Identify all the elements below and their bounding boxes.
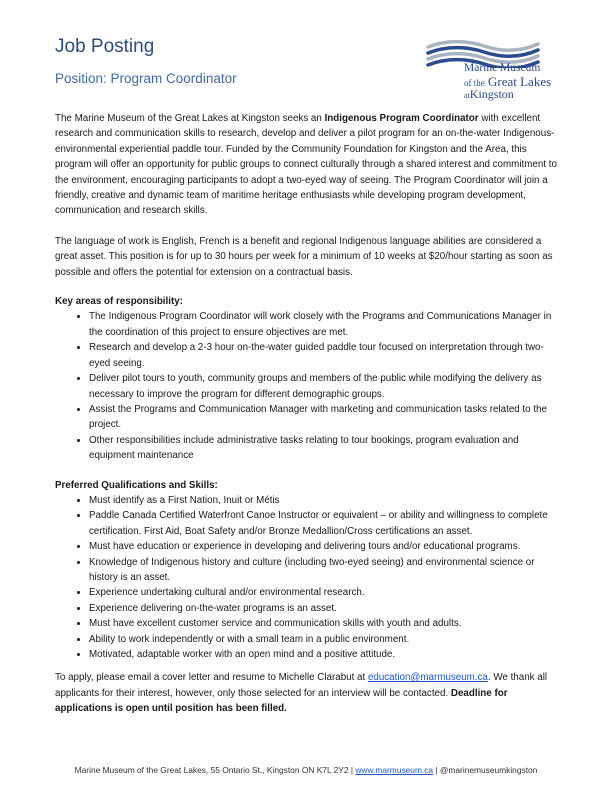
email-link[interactable]: education@marmuseum.ca (367, 672, 488, 684)
list-item: • Paddle Canada Certified Waterfront Canoe Instructor or equivalent – or ability and willingness to complete certification. First Aid, Boat Safety and/or Bronze Medallion/Cross certifications an asset. (89, 508, 560, 539)
list-item: • Must have excellent customer service and communication skills with youth and adults. (89, 616, 560, 631)
footer-address: Marine Museum of the Great Lakes, 55 Ontario St., Kingston ON K7L 2Y2 | (74, 765, 356, 775)
position-subtitle: Position: Program Coordinator (55, 71, 237, 86)
responsibilities-list (55, 309, 560, 463)
intro-text-2: with excellent research and communication skills to research, develop and deliver a pilot program for an on-the-water Indigenous-environmental experiential paddle tour. Funded by the Community Foundation for Kingston and the Area, this program will offer an opportunity for public groups to connect culturally through a shared interest and commitment to the environment, encouraging participants to adopt a two-eyed way of seeing. The Program Coordinator will join a friendly, creative and dynamic team of maritime heritage enthusiasts while developing program development, communication and research skills. (55, 113, 557, 217)
posting-body (55, 111, 560, 717)
apply-paragraph (55, 670, 560, 716)
responsibilities-heading: Key areas of responsibility: (55, 296, 183, 308)
apply-text-1: To apply, please email a cover letter and resume to Michelle Clarabut at (55, 672, 368, 684)
logo-line-3 (464, 88, 564, 100)
list-item: • Motivated, adaptable worker with an open mind and a positive attitude. (89, 647, 560, 662)
apply-text-2: . We thank all applicants for their interest, however, only those selected for an interview will be contacted. (55, 672, 548, 699)
logo-line-2-main: Great Lakes (488, 73, 552, 89)
list-item: • The Indigenous Program Coordinator will work closely with the Programs and Communications Manager in the coordination of this project to ensure objectives are met. (89, 309, 560, 340)
language-paragraph: The language of work is English, French is a benefit and regional Indigenous language abilities are considered a great asset. This position is for up to 30 hours per week for a minimum of 10 weeks at $20/hour starting as soon as possible and offers the potential for extension on a contractual basis. (55, 235, 553, 278)
page-title: Job Posting (55, 36, 155, 57)
deadline-note: Deadline for applications is open until position has been filled. (55, 687, 508, 715)
list-item: • Experience undertaking cultural and/or environmental research. (89, 585, 560, 600)
page-footer (0, 765, 612, 775)
list-item: • Other responsibilities include administrative tasks relating to tour bookings, program evaluation and equipment maintenance (89, 433, 560, 464)
website-link[interactable]: www.marmuseum.ca (355, 765, 434, 775)
intro-text-1: The Marine Museum of the Great Lakes at Kingston seeks an (55, 113, 325, 124)
qualifications-list (55, 493, 560, 662)
logo-line-3-main: Kingston (469, 86, 514, 101)
intro-position-name: Indigenous Program Coordinator (324, 113, 479, 124)
intro-paragraph (55, 111, 560, 219)
list-item: • Deliver pilot tours to youth, community groups and members of the public while modifying the delivery as necessary to improve the program for different demographic groups. (89, 371, 560, 402)
list-item: • Must identify as a First Nation, Inuit or Métis (89, 493, 560, 508)
logo-line-3-prefix: at (464, 90, 470, 100)
list-item: • Ability to work independently or with a small team in a public environment. (89, 632, 560, 647)
logo-line-2-prefix: of the (464, 77, 485, 88)
list-item: • Knowledge of Indigenous history and culture (including two-eyed seeing) and environmental science or history is an asset. (89, 555, 560, 586)
list-item: • Assist the Programs and Communication Manager with marketing and communication tasks related to the project. (89, 402, 560, 433)
logo-wordmark (464, 63, 564, 100)
qualifications-heading: Preferred Qualifications and Skills: (55, 479, 218, 491)
list-item: • Research and develop a 2-3 hour on-the-water guided paddle tour focused on interpretation through two-eyed seeing. (89, 340, 560, 371)
museum-logo (424, 38, 564, 104)
footer-social-handle: | @marinemuseumkingston (433, 765, 538, 775)
logo-line-1: Marine Museum (464, 62, 541, 74)
list-item: • Must have education or experience in developing and delivering tours and/or educational programs. (89, 539, 560, 554)
list-item: • Experience delivering on-the-water programs is an asset. (89, 601, 560, 616)
